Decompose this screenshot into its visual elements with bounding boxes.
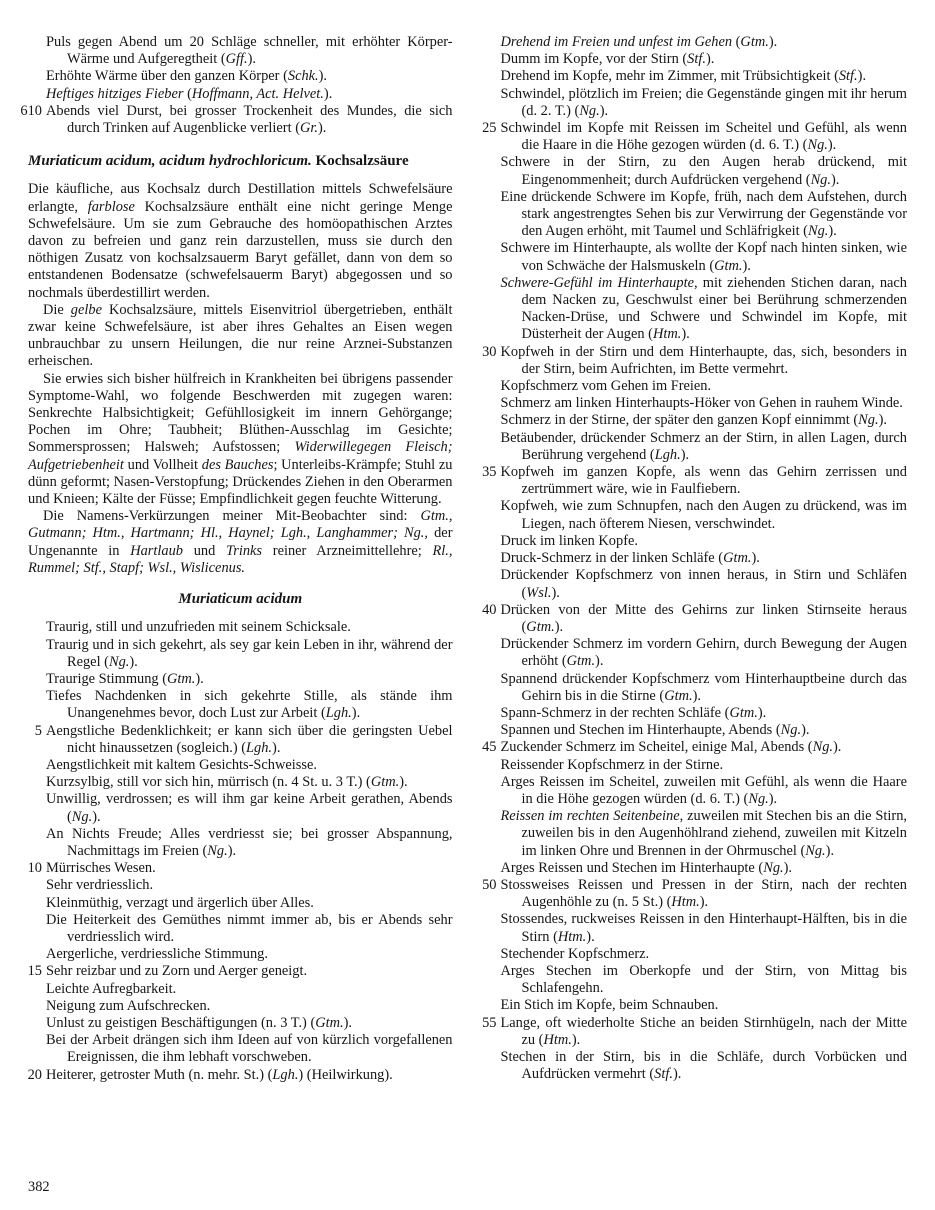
emphasized-text: des Bauches [201, 456, 274, 473]
emphasized-text: Ng. [858, 412, 879, 429]
symptom-number: 55 [482, 1014, 497, 1031]
emphasized-text: Htm. [652, 326, 682, 343]
emphasized-text: Gtm. [566, 653, 596, 670]
emphasized-text: Lgh. [325, 705, 352, 722]
symptom-item: Reissender Kopfschmerz in der Stirne. [500, 756, 724, 773]
emphasized-text: farblose [87, 198, 135, 215]
emphasized-text: Muriaticum acidum, acidum hydrochloricum. [28, 153, 312, 170]
emphasized-text: Ng. [780, 722, 802, 739]
emphasized-text: Lgh. [272, 1066, 299, 1083]
emphasized-text: Ng. [207, 842, 228, 859]
symptom-number: 15 [27, 963, 42, 980]
symptom-item: Erhöhte Wärme über den ganzen Körper (Schk.). [46, 68, 328, 85]
symptom-item: Spannen und Stechen im Hinterhaupte, Abends (Ng.). [500, 722, 810, 739]
symptom-item: 25 Schwindel im Kopfe mit Reissen im Scheitel und Gefühl, als wenn die Haare in die Höhe gezogen würden (d. 6. T.) (Ng.). [501, 120, 908, 154]
symptom-item: Stechender Kopfschmerz. [500, 945, 650, 962]
symptom-item: 35 Kopfweh im ganzen Kopfe, als wenn das Gehirn zerrissen und zertrümmert wäre, wie in Faulfiebern. [501, 464, 908, 498]
emphasized-text: Schk. [287, 68, 319, 85]
symptom-item: Traurig, still und unzufrieden mit seinem Schicksale. [46, 619, 351, 636]
symptom-item: Arges Reissen und Stechen im Hinterhaupte (Ng.). [500, 859, 793, 876]
emphasized-text: Lgh. [654, 446, 681, 463]
symptom-item: Aergerliche, verdriessliche Stimmung. [46, 946, 268, 963]
symptom-item: Neigung zum Aufschrecken. [46, 997, 211, 1014]
emphasized-text: Ng. [805, 842, 826, 859]
emphasized-text: Gtm. [315, 1014, 344, 1031]
symptom-item: Heftiges hitziges Fieber (Hoffmann, Act. Helvet.). [46, 85, 333, 102]
emphasized-text: Reissen im rechten Seitenbeine [500, 808, 680, 825]
symptom-item: Leichte Aufregbarkeit. [46, 980, 177, 997]
emphasized-text: Gtm. [740, 34, 769, 50]
symptom-item: Ein Stich im Kopfe, beim Schnauben. [500, 997, 719, 1014]
emphasized-text: Hartlaub [130, 542, 183, 559]
emphasized-text: Gtm. [526, 618, 555, 635]
symptom-item: 50 Stossweises Reissen und Pressen in der Stirn, nach der rechten Augenhöhle zu (n. 5 St.) (Htm.). [501, 877, 908, 911]
body-paragraph: Sie erwies sich bisher hülfreich in Krankheiten bei übrigens passender Symptome-Wahl, wo folgende Beschwerden mit zugegen waren: Senkrechte Halbsichtigkeit; Gefühllosigkeit im innern Gehörgange; Pochen im Ohre; Taubheit; Blüthen-Ausschlag im Gesichte; Sommersprossen; Halsweh; Aufstossen; Widerwillegegen Fleisch; Aufgetriebenheit und Vollheit des Bauches; Unterleibs-Krämpfe; Stuhl zu dünn geformt; Nasen-Verstopfung; Drückendes Ziehen in den Oberarmen und Knieen; Kälte der Füsse; Empfindlichkeit gegen feuchte Witterung. [28, 370, 453, 508]
symptom-item: Sehr verdriesslich. [46, 877, 154, 894]
symptom-item: Betäubender, drückender Schmerz an der Stirn, in allen Lagen, durch Berührung vergehend (Lgh.). [500, 429, 907, 463]
emphasized-text: Htm. [543, 1031, 572, 1048]
emphasized-text: Heftiges hitziges Fieber [46, 85, 184, 102]
symptom-item: Schmerz in der Stirne, der später den ganzen Kopf einnimmt (Ng.). [500, 412, 887, 429]
emphasized-text: gelbe [70, 301, 102, 318]
symptom-item: 55 Lange, oft wiederholte Stiche an beiden Stirnhügeln, nach der Mitte zu (Htm.). [501, 1015, 908, 1049]
symptom-item: Unlust zu geistigen Beschäftigungen (n. 3 T.) (Gtm.). [46, 1014, 353, 1031]
emphasized-text: Gtm. [370, 774, 400, 791]
emphasized-text: Gff. [225, 51, 248, 68]
symptom-number: 40 [482, 601, 497, 618]
symptom-item: 5 Aengstliche Bedenklichkeit; er kann sich über die geringsten Uebel nicht hinaussetzen (sogleich.) (Lgh.). [46, 723, 453, 757]
symptom-item: Drückender Kopfschmerz von innen heraus, in Stirn und Schläfen (Wsl.). [500, 567, 907, 601]
emphasized-text: Ng. [748, 790, 769, 807]
symptom-number: 50 [482, 876, 497, 893]
symptom-item: 20 Heiterer, getroster Muth (n. mehr. St.) (Lgh.) (Heilwirkung). [46, 1067, 453, 1084]
symptom-number: 20 [27, 1066, 42, 1083]
symptom-item: Traurige Stimmung (Gtm.). [46, 670, 204, 687]
symptom-number: 30 [482, 343, 497, 360]
symptom-item: Puls gegen Abend um 20 Schläge schneller, mit erhöhter Körper-Wärme und Aufgeregtheit (Gff.). [46, 34, 453, 68]
symptom-item: Kurzsylbig, still vor sich hin, mürrisch (n. 4 St. u. 3 T.) (Gtm.). [46, 774, 408, 791]
symptom-item: Stechen in der Stirn, bis in die Schläfe, durch Vorbücken und Aufdrücken vermehrt (Stf.). [500, 1048, 907, 1083]
symptom-item: Schwindel, plötzlich im Freien; die Gegenstände gingen mit ihr herum (d. 2. T.) (Ng.). [500, 85, 907, 119]
symptom-item: Druck im linken Kopfe. [500, 532, 638, 549]
symptom-item: Drehend im Freien und unfest im Gehen (Gtm.). [500, 34, 778, 50]
symptom-item: Dumm im Kopfe, vor der Stirn (Stf.). [500, 51, 715, 68]
symptom-number: 35 [482, 464, 497, 481]
emphasized-text: Trinks [226, 542, 263, 559]
symptom-item: Druck-Schmerz in der linken Schläfe (Gtm.). [500, 550, 760, 567]
symptom-item: 10 Mürrisches Wesen. [46, 860, 453, 877]
emphasized-text: Hoffmann, Act. Helvet. [191, 85, 324, 102]
emphasized-text: Ng. [763, 859, 784, 876]
symptom-item: Arges Stechen im Oberkopfe und der Stirn, von Mittag bis Schlafengehn. [500, 962, 907, 997]
symptom-item: 610 Abends viel Durst, bei grosser Trockenheit des Mundes, die sich durch Trinken auf Augenblicke verliert (Gr.). [46, 103, 453, 137]
emphasized-text: Gtm. [167, 670, 196, 687]
emphasized-text: Gtm. [723, 550, 752, 567]
symptom-item: Bei der Arbeit drängen sich ihm Ideen auf von kürzlich vorgefallenen Ereignissen, die ihm lebhaft vorschweben. [46, 1032, 453, 1066]
symptom-number: 45 [482, 739, 497, 756]
symptom-item: Schwere im Hinterhaupte, als wollte der Kopf nach hinten sinken, wie von Schwäche der Halsmuskeln (Gtm.). [500, 240, 907, 274]
emphasized-text: Ng. [108, 653, 130, 670]
left-column [20, 34, 453, 1084]
emphasized-text: Ng. [71, 808, 93, 825]
symptom-item: 15 Sehr reizbar und zu Zorn und Aerger geneigt. [46, 963, 453, 980]
symptom-item: Reissen im rechten Seitenbeine, zuweilen mit Stechen bis an die Stirn, zuweilen bis in den Augenhöhlrand ziehend, zuweilen mit Kitzeln im linken Ohre und Brennen in der Ohrmuschel (Ng.). [500, 808, 907, 859]
symptom-item: Die Heiterkeit des Gemüthes nimmt immer ab, bis er Abends sehr verdriesslich wird. [46, 911, 453, 945]
symptom-item: 40 Drücken von der Mitte des Gehirns zur linken Stirnseite heraus (Gtm.). [501, 602, 908, 636]
emphasized-text: Lgh. [246, 739, 273, 756]
symptom-item: Kopfweh, wie zum Schnupfen, nach den Augen zu drückend, was im Liegen, nach öfterem Niesen, verschwindet. [500, 498, 907, 532]
emphasized-text: Gtm. [729, 704, 758, 721]
emphasized-text: Ng. [807, 223, 829, 240]
symptom-item: Eine drückende Schwere im Kopfe, früh, nach dem Aufstehen, durch stark angestrengtes Sehen bis zur Verwirrung der Gegenstände vor den Augen erhöht, mit Taumel und Schläfrigkeit (Ng.). [500, 188, 907, 240]
symptom-item: Schwere in der Stirn, zu den Augen herab drückend, mit Eingenommenheit; durch Aufdrücken vergehend (Ng.). [500, 154, 907, 188]
symptom-item: Kleinmüthig, verzagt und ärgerlich über Alles. [46, 894, 314, 911]
body-paragraph: Die Namens-Verkürzungen meiner Mit-Beobachter sind: Gtm., Gutmann; Htm., Hartmann; Hl., Haynel; Lgh., Langhammer; Ng., der Ungenannte in Hartlaub und Trinks reiner Arzneimittellehre; Rl., Rummel; Stf., Stapf; Wsl., Wislicenus. [28, 508, 453, 576]
symptom-item: Aengstlichkeit mit kaltem Gesichts-Schweisse. [46, 756, 317, 773]
emphasized-text: Stf. [654, 1066, 673, 1083]
carryover-symptom-list [20, 34, 453, 137]
remedy-subheading: Muriaticum acidum [178, 591, 303, 608]
symptom-number: 25 [482, 120, 497, 137]
symptom-item: Spann-Schmerz in der rechten Schläfe (Gtm.). [500, 704, 767, 721]
symptom-item: Kopfschmerz vom Gehen im Freien. [500, 378, 712, 395]
right-column [483, 34, 908, 1084]
symptom-item: Traurig und in sich gekehrt, als sey gar kein Leben in ihr, während der Regel (Ng.). [46, 636, 453, 670]
symptom-item: Unwillig, verdrossen; es will ihm gar keine Arbeit gerathen, Abends (Ng.). [46, 791, 453, 825]
symptom-item: Drehend im Kopfe, mehr im Zimmer, mit Trübsichtigkeit (Stf.). [500, 68, 867, 85]
symptom-list-left [28, 619, 453, 1083]
symptom-item: 30 Kopfweh in der Stirn und dem Hinterhaupte, das, sich, besonders in der Stirn, beim Aufrichten, im Bette vermehrt. [501, 344, 908, 378]
body-paragraph: Die gelbe Kochsalzsäure, mittels Eisenvitriol übergetrieben, enthält zwar keine Schwefelsäure, ist aber ihres Gehaltes an Eisen wegen unbrauchbar zu unsern Heilungen, die nur reine Arznei-Substanzen erheischen. [28, 301, 453, 370]
symptom-item: Arges Reissen im Scheitel, zuweilen mit Gefühl, als wenn die Haare in die Höhe gezogen würden (d. 6. T.) (Ng.). [500, 773, 907, 807]
emphasized-text: Stf. [687, 51, 706, 68]
emphasized-text: Ng. [810, 171, 831, 188]
symptom-item: Stossendes, ruckweises Reissen in den Hinterhaupt-Hälften, bis in die Stirn (Htm.). [500, 911, 907, 945]
symptom-item: Schmerz am linken Hinterhaupts-Höker von Gehen in rauhem Winde. [500, 395, 903, 412]
symptom-number: 10 [27, 860, 42, 877]
symptom-item: Tiefes Nachdenken in sich gekehrte Stille, als stände ihm Unangenehmes bevor, doch Lust zur Arbeit (Lgh.). [46, 688, 453, 722]
emphasized-text: Widerwillegegen Fleisch; Aufgetriebenheit [28, 439, 453, 473]
symptom-item: Schwere-Gefühl im Hinterhaupte, mit ziehenden Stichen daran, nach dem Nacken zu, Geschwulst einer bei Berührung schmerzenden Nacken-Drüse, und Schwere und Schwindel im Kopfe, mit Düsterheit der Augen (Htm.). [500, 274, 907, 343]
symptom-list-right [483, 34, 908, 1083]
symptom-item: 45 Zuckender Schmerz im Scheitel, einige Mal, Abends (Ng.). [501, 739, 908, 756]
emphasized-text: Gtm. [664, 687, 693, 704]
emphasized-text: Gr. [300, 120, 318, 137]
symptom-number: 610 [20, 102, 42, 119]
symptom-item: Spannend drückender Kopfschmerz vom Hinterhauptbeine durch das Gehirn bis in die Stirne (Gtm.). [500, 670, 907, 704]
symptom-item: Drückender Schmerz im vordern Gehirn, durch Bewegung der Augen erhöht (Gtm.). [500, 636, 907, 670]
emphasized-text: Ng. [812, 739, 834, 756]
emphasized-text: Htm. [671, 894, 700, 911]
emphasized-text: Schwere-Gefühl im Hinterhaupte [500, 274, 694, 291]
body-paragraph: Die käufliche, aus Kochsalz durch Destillation mittels Schwefelsäure erlangte, farblose Kochsalzsäure enthält eine nicht geringe Menge Schwefelsäure. Um sie zum Gebrauche des homöopathischen Arztes davon zu befreien und ganz rein darzustellen, muss sie durch den nöthigen Zusatz von kochsalzsauerm Baryt gefället, dann von dem so entstandenen Bodensatze (schwefelsauerm Baryt) abgegossen und so nochmals überdestillirt werden. [28, 181, 453, 301]
emphasized-text: Ng. [807, 137, 828, 154]
emphasized-text: Stf. [838, 68, 858, 85]
emphasized-text: Htm. [557, 928, 587, 945]
emphasized-text: Gtm. [714, 257, 743, 274]
symptom-item: An Nichts Freude; Alles verdriesst sie; bei grosser Abspannung, Nachmittags im Freien (Ng.). [46, 825, 453, 859]
emphasized-text: Rl., Rummel; Stf., Stapf; Wsl., Wislicenus. [28, 542, 453, 576]
symptom-number: 5 [34, 722, 42, 739]
emphasized-text: Ng. [579, 102, 600, 119]
emphasized-text: Drehend im Freien und unfest im Gehen [500, 34, 733, 50]
intro-paragraphs [28, 181, 453, 577]
emphasized-text: Gtm., Gutmann; Htm., Hartmann; Hl., Haynel; Lgh., Langhammer; Ng., [28, 508, 453, 542]
emphasized-text: Wsl. [526, 584, 552, 601]
page-number: 382 [28, 1178, 50, 1195]
section-heading: Muriaticum acidum, acidum hydrochloricum. Kochsalzsäure [28, 153, 409, 170]
